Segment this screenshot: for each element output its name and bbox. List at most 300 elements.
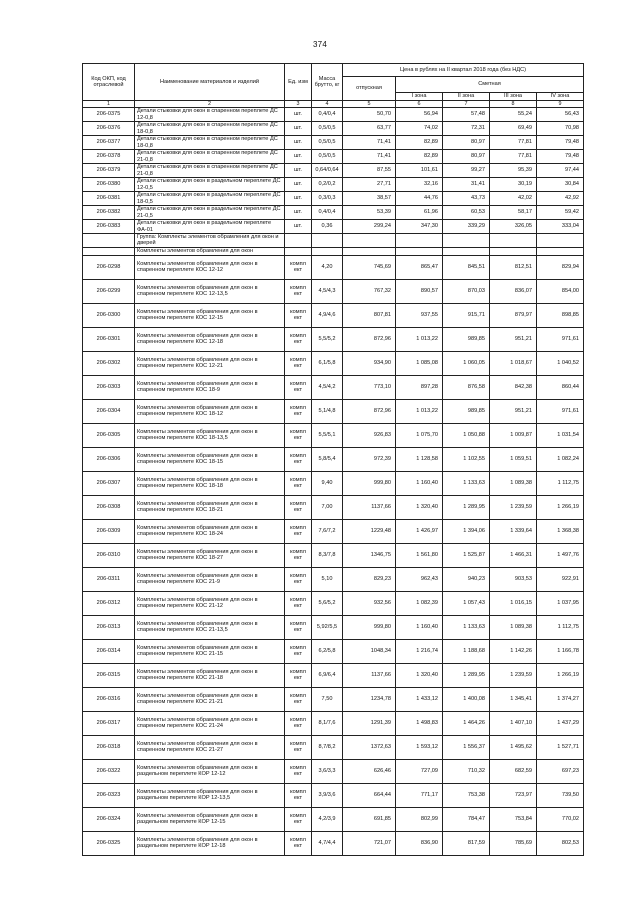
price-zone-3: 1 345,41 [490, 687, 537, 711]
table-row [83, 122, 584, 136]
unit-cell: компл ект [285, 303, 312, 327]
price-zone-2: 1 464,26 [443, 711, 490, 735]
price-otpusknaya: 71,41 [343, 136, 396, 150]
price-zone-1: 1 085,08 [396, 351, 443, 375]
product-code: 206-0380 [83, 178, 135, 192]
price-zone-1: 1 160,40 [396, 615, 443, 639]
table-row [83, 519, 584, 543]
product-name: Комплекты элементов обрамления для окон в спаренном переплете КОС 21-27 [135, 735, 285, 759]
price-zone-3: 77,81 [490, 136, 537, 150]
price-zone-4: 333,04 [537, 220, 584, 234]
price-zone-4: 1 082,24 [537, 447, 584, 471]
unit-cell: компл ект [285, 519, 312, 543]
mass-cell: 0,5/0,5 [312, 122, 343, 136]
price-zone-1: 727,09 [396, 759, 443, 783]
price-zone-1: 1 013,22 [396, 399, 443, 423]
price-zone-4: 860,44 [537, 375, 584, 399]
price-zone-3: 1 089,38 [490, 471, 537, 495]
group-title: Группа: Комплекты элементов обрамления для окон и дверей [135, 234, 285, 248]
unit-cell: компл ект [285, 807, 312, 831]
price-zone-4: 59,42 [537, 206, 584, 220]
price-zone-1: 1 561,80 [396, 543, 443, 567]
price-zone-4: 79,48 [537, 150, 584, 164]
header-code: Код ОКП, код отраслевой [83, 64, 135, 101]
price-otpusknaya: 38,57 [343, 192, 396, 206]
mass-cell: 3,9/3,6 [312, 783, 343, 807]
table-row [83, 375, 584, 399]
price-zone-2: 989,85 [443, 399, 490, 423]
subgroup-row [83, 247, 584, 255]
unit-cell: компл ект [285, 615, 312, 639]
column-number: 9 [537, 101, 584, 108]
price-zone-1: 802,99 [396, 807, 443, 831]
price-otpusknaya: 1346,75 [343, 543, 396, 567]
price-zone-3: 42,02 [490, 192, 537, 206]
price-otpusknaya: 773,10 [343, 375, 396, 399]
product-name: Комплекты элементов обрамления для окон в спаренном переплете КОС 18-21 [135, 495, 285, 519]
table-row [83, 735, 584, 759]
price-zone-2: 817,59 [443, 831, 490, 855]
price-zone-1: 74,02 [396, 122, 443, 136]
table-row [83, 423, 584, 447]
product-code: 206-0310 [83, 543, 135, 567]
price-zone-1: 44,76 [396, 192, 443, 206]
product-name: Комплекты элементов обрамления для окон в спаренном переплете КОС 18-9 [135, 375, 285, 399]
price-zone-4: 1 527,71 [537, 735, 584, 759]
price-otpusknaya: 1137,66 [343, 495, 396, 519]
subgroup-title: Комплекты элементов обрамления для окон [135, 247, 285, 255]
product-name: Комплекты элементов обрамления для окон в спаренном переплете КОС 21-24 [135, 711, 285, 735]
price-zone-3: 951,21 [490, 327, 537, 351]
product-code: 206-0299 [83, 279, 135, 303]
product-name: Комплекты элементов обрамления для окон в спаренном переплете КОС 18-15 [135, 447, 285, 471]
unit-cell: шт. [285, 108, 312, 122]
unit-cell: шт. [285, 164, 312, 178]
mass-cell: 3,6/3,3 [312, 759, 343, 783]
price-zone-3: 951,21 [490, 399, 537, 423]
price-zone-3: 1 018,67 [490, 351, 537, 375]
price-zone-1: 82,89 [396, 150, 443, 164]
product-name: Комплекты элементов обрамления для окон в спаренном переплете КОС 18-12 [135, 399, 285, 423]
price-zone-1: 1 216,74 [396, 639, 443, 663]
price-zone-1: 865,47 [396, 255, 443, 279]
unit-cell: компл ект [285, 711, 312, 735]
price-zone-2: 1 525,87 [443, 543, 490, 567]
price-zone-1: 56,94 [396, 108, 443, 122]
price-zone-4: 1 374,27 [537, 687, 584, 711]
product-name: Комплекты элементов обрамления для окон в спаренном переплете КОС 21-9 [135, 567, 285, 591]
price-zone-3: 879,97 [490, 303, 537, 327]
product-code: 206-0315 [83, 663, 135, 687]
table-row [83, 807, 584, 831]
price-zone-3: 1 059,51 [490, 447, 537, 471]
product-name: Комплекты элементов обрамления для окон в раздельном переплете КОР 12-13,5 [135, 783, 285, 807]
mass-cell: 0,4/0,4 [312, 206, 343, 220]
mass-cell: 4,9/4,6 [312, 303, 343, 327]
product-name: Комплекты элементов обрамления для окон в спаренном переплете КОС 18-27 [135, 543, 285, 567]
price-zone-2: 940,23 [443, 567, 490, 591]
price-zone-1: 61,96 [396, 206, 443, 220]
product-code: 206-0306 [83, 447, 135, 471]
price-zone-2: 31,41 [443, 178, 490, 192]
price-zone-1: 771,17 [396, 783, 443, 807]
unit-cell: компл ект [285, 375, 312, 399]
price-zone-3: 903,53 [490, 567, 537, 591]
price-zone-3: 753,84 [490, 807, 537, 831]
price-zone-2: 339,29 [443, 220, 490, 234]
price-zone-1: 1 498,83 [396, 711, 443, 735]
price-zone-1: 962,43 [396, 567, 443, 591]
unit-cell: компл ект [285, 663, 312, 687]
column-number: 5 [343, 101, 396, 108]
unit-cell: шт. [285, 150, 312, 164]
mass-cell: 7,50 [312, 687, 343, 711]
header-name: Наименование материалов и изделий [135, 64, 285, 101]
price-otpusknaya: 829,23 [343, 567, 396, 591]
column-number: 3 [285, 101, 312, 108]
table-row [83, 615, 584, 639]
price-zone-4: 30,84 [537, 178, 584, 192]
table-row [83, 759, 584, 783]
unit-cell: компл ект [285, 327, 312, 351]
product-name: Комплекты элементов обрамления для окон в спаренном переплете КОС 21-12 [135, 591, 285, 615]
table-row [83, 150, 584, 164]
price-zone-1: 101,61 [396, 164, 443, 178]
price-zone-2: 710,32 [443, 759, 490, 783]
product-name: Комплекты элементов обрамления для окон в раздельном переплете КОР 12-15 [135, 807, 285, 831]
product-code: 206-0311 [83, 567, 135, 591]
table-row [83, 591, 584, 615]
mass-cell: 5,8/5,4 [312, 447, 343, 471]
price-zone-3: 1 089,38 [490, 615, 537, 639]
unit-cell: компл ект [285, 783, 312, 807]
product-name: Детали стыковки для окон в спаренном переплете ДС 21-0,8 [135, 164, 285, 178]
product-code: 206-0382 [83, 206, 135, 220]
mass-cell: 4,7/4,4 [312, 831, 343, 855]
table-row [83, 327, 584, 351]
product-code: 206-0325 [83, 831, 135, 855]
table-row [83, 164, 584, 178]
mass-cell: 4,5/4,2 [312, 375, 343, 399]
price-zone-4: 1 112,75 [537, 471, 584, 495]
table-row [83, 663, 584, 687]
price-zone-3: 1 016,15 [490, 591, 537, 615]
price-zone-1: 897,28 [396, 375, 443, 399]
price-zone-3: 30,19 [490, 178, 537, 192]
page-number: 374 [313, 40, 327, 49]
price-zone-4: 1 040,52 [537, 351, 584, 375]
mass-cell: 0,3/0,3 [312, 192, 343, 206]
price-zone-4: 70,98 [537, 122, 584, 136]
price-otpusknaya: 1229,48 [343, 519, 396, 543]
price-zone-1: 1 128,58 [396, 447, 443, 471]
table-row [83, 136, 584, 150]
price-zone-4: 971,61 [537, 399, 584, 423]
price-zone-2: 876,58 [443, 375, 490, 399]
product-name: Комплекты элементов обрамления для окон в спаренном переплете КОС 12-21 [135, 351, 285, 375]
header-zone-2: II зона [443, 93, 490, 101]
unit-cell: компл ект [285, 351, 312, 375]
product-name: Комплекты элементов обрамления для окон в спаренном переплете КОС 18-24 [135, 519, 285, 543]
product-code: 206-0298 [83, 255, 135, 279]
price-zone-4: 697,23 [537, 759, 584, 783]
price-zone-2: 1 400,08 [443, 687, 490, 711]
product-name: Комплекты элементов обрамления для окон в раздельном переплете КОР 12-12 [135, 759, 285, 783]
product-code: 206-0376 [83, 122, 135, 136]
price-zone-2: 57,48 [443, 108, 490, 122]
price-zone-3: 58,17 [490, 206, 537, 220]
unit-cell: компл ект [285, 567, 312, 591]
product-code: 206-0381 [83, 192, 135, 206]
table-row [83, 783, 584, 807]
price-zone-2: 72,31 [443, 122, 490, 136]
header-otpusknye: отпускная [343, 77, 396, 101]
price-zone-4: 1 112,75 [537, 615, 584, 639]
product-name: Комплекты элементов обрамления для окон в спаренном переплете КОС 21-18 [135, 663, 285, 687]
price-zone-2: 1 289,95 [443, 663, 490, 687]
mass-cell: 0,4/0,4 [312, 108, 343, 122]
unit-cell: компл ект [285, 423, 312, 447]
product-name: Комплекты элементов обрамления для окон в спаренном переплете КОС 12-18 [135, 327, 285, 351]
price-zone-3: 1 466,31 [490, 543, 537, 567]
column-number: 7 [443, 101, 490, 108]
mass-cell: 8,1/7,6 [312, 711, 343, 735]
price-zone-4: 1 031,54 [537, 423, 584, 447]
price-otpusknaya: 87,55 [343, 164, 396, 178]
price-zone-2: 1 057,43 [443, 591, 490, 615]
mass-cell: 6,9/6,4 [312, 663, 343, 687]
column-number: 4 [312, 101, 343, 108]
price-zone-4: 1 437,29 [537, 711, 584, 735]
product-code: 206-0322 [83, 759, 135, 783]
price-zone-4: 42,92 [537, 192, 584, 206]
mass-cell: 5,10 [312, 567, 343, 591]
price-zone-4: 97,44 [537, 164, 584, 178]
price-zone-4: 922,91 [537, 567, 584, 591]
price-zone-1: 82,89 [396, 136, 443, 150]
column-number: 8 [490, 101, 537, 108]
price-zone-1: 836,90 [396, 831, 443, 855]
price-otpusknaya: 691,85 [343, 807, 396, 831]
table-row [83, 206, 584, 220]
product-name: Комплекты элементов обрамления для окон в спаренном переплете КОС 12-15 [135, 303, 285, 327]
unit-cell: шт. [285, 206, 312, 220]
price-otpusknaya: 999,80 [343, 615, 396, 639]
price-otpusknaya: 664,44 [343, 783, 396, 807]
mass-cell: 0,2/0,2 [312, 178, 343, 192]
price-zone-3: 723,97 [490, 783, 537, 807]
product-name: Комплекты элементов обрамления для окон в спаренном переплете КОС 21-13,5 [135, 615, 285, 639]
price-zone-2: 753,38 [443, 783, 490, 807]
price-otpusknaya: 932,56 [343, 591, 396, 615]
product-code: 206-0323 [83, 783, 135, 807]
mass-cell: 6,1/5,8 [312, 351, 343, 375]
price-zone-3: 812,51 [490, 255, 537, 279]
price-otpusknaya: 50,70 [343, 108, 396, 122]
mass-cell: 4,20 [312, 255, 343, 279]
header-unit: Ед. изм [285, 64, 312, 101]
column-number: 2 [135, 101, 285, 108]
table-row [83, 687, 584, 711]
price-zone-4: 1 266,19 [537, 495, 584, 519]
price-otpusknaya: 972,39 [343, 447, 396, 471]
table-row [83, 279, 584, 303]
product-name: Детали стыковки для окон в спаренном переплете ДС 18-0,8 [135, 122, 285, 136]
price-zone-3: 842,38 [490, 375, 537, 399]
price-otpusknaya: 934,90 [343, 351, 396, 375]
price-zone-4: 1 266,19 [537, 663, 584, 687]
price-zone-3: 326,05 [490, 220, 537, 234]
price-zone-4: 1 037,95 [537, 591, 584, 615]
unit-cell: компл ект [285, 543, 312, 567]
mass-cell: 0,5/0,5 [312, 150, 343, 164]
unit-cell: компл ект [285, 255, 312, 279]
price-zone-2: 1 133,63 [443, 615, 490, 639]
table-row [83, 255, 584, 279]
header-zone-1: I зона [396, 93, 443, 101]
price-zone-3: 1 239,59 [490, 663, 537, 687]
mass-cell: 8,7/8,2 [312, 735, 343, 759]
price-zone-4: 56,43 [537, 108, 584, 122]
mass-cell: 4,5/4,3 [312, 279, 343, 303]
mass-cell: 5,92/5,5 [312, 615, 343, 639]
product-code: 206-0377 [83, 136, 135, 150]
header-zone-4: IV зона [537, 93, 584, 101]
unit-cell: компл ект [285, 639, 312, 663]
price-zone-3: 95,39 [490, 164, 537, 178]
mass-cell: 5,5/5,1 [312, 423, 343, 447]
unit-cell: шт. [285, 220, 312, 234]
table-row [83, 220, 584, 234]
price-zone-1: 1 160,40 [396, 471, 443, 495]
product-name: Комплекты элементов обрамления для окон в спаренном переплете КОС 12-13,5 [135, 279, 285, 303]
mass-cell: 0,5/0,5 [312, 136, 343, 150]
price-zone-3: 1 009,87 [490, 423, 537, 447]
table-row [83, 192, 584, 206]
product-name: Комплекты элементов обрамления для окон в спаренном переплете КОС 18-13,5 [135, 423, 285, 447]
price-zone-4: 1 368,38 [537, 519, 584, 543]
product-name: Комплекты элементов обрамления для окон в спаренном переплете КОС 21-21 [135, 687, 285, 711]
product-code: 206-0305 [83, 423, 135, 447]
product-name: Детали стыковки для окон в спаренном переплете ДС 12-0,8 [135, 108, 285, 122]
table-row [83, 351, 584, 375]
price-zone-3: 682,59 [490, 759, 537, 783]
mass-cell: 0,64/0,64 [312, 164, 343, 178]
product-name: Комплекты элементов обрамления для окон в раздельном переплете КОР 12-18 [135, 831, 285, 855]
price-otpusknaya: 27,71 [343, 178, 396, 192]
price-otpusknaya: 53,39 [343, 206, 396, 220]
price-table [82, 63, 584, 856]
price-zone-2: 99,27 [443, 164, 490, 178]
price-otpusknaya: 1234,78 [343, 687, 396, 711]
product-code: 206-0314 [83, 639, 135, 663]
price-zone-4: 79,48 [537, 136, 584, 150]
price-zone-1: 32,16 [396, 178, 443, 192]
product-code: 206-0378 [83, 150, 135, 164]
product-code: 206-0301 [83, 327, 135, 351]
product-code: 206-0316 [83, 687, 135, 711]
price-otpusknaya: 872,96 [343, 327, 396, 351]
unit-cell: компл ект [285, 279, 312, 303]
price-zone-4: 898,85 [537, 303, 584, 327]
price-zone-3: 1 239,59 [490, 495, 537, 519]
product-code: 206-0302 [83, 351, 135, 375]
unit-cell: шт. [285, 136, 312, 150]
price-otpusknaya: 63,77 [343, 122, 396, 136]
mass-cell: 5,6/5,2 [312, 591, 343, 615]
price-zone-1: 1 433,12 [396, 687, 443, 711]
unit-cell: компл ект [285, 735, 312, 759]
header-row-1 [83, 64, 584, 77]
unit-cell: компл ект [285, 687, 312, 711]
product-code: 206-0318 [83, 735, 135, 759]
price-zone-1: 1 320,40 [396, 495, 443, 519]
product-code: 206-0379 [83, 164, 135, 178]
price-zone-2: 1 556,37 [443, 735, 490, 759]
price-zone-2: 1 060,05 [443, 351, 490, 375]
price-zone-2: 1 188,68 [443, 639, 490, 663]
unit-cell: шт. [285, 192, 312, 206]
price-otpusknaya: 767,32 [343, 279, 396, 303]
product-name: Детали стыковки для окон в раздельном переплете ДС 12-0,5 [135, 178, 285, 192]
price-zone-4: 971,61 [537, 327, 584, 351]
price-zone-3: 1 142,26 [490, 639, 537, 663]
unit-cell: компл ект [285, 447, 312, 471]
product-code: 206-0375 [83, 108, 135, 122]
product-name: Детали стыковки для окон в раздельном переплете ДС 21-0,5 [135, 206, 285, 220]
unit-cell: шт. [285, 122, 312, 136]
price-zone-2: 870,03 [443, 279, 490, 303]
price-zone-4: 1 497,76 [537, 543, 584, 567]
price-zone-4: 829,94 [537, 255, 584, 279]
price-otpusknaya: 745,69 [343, 255, 396, 279]
price-zone-2: 1 133,63 [443, 471, 490, 495]
price-zone-2: 43,73 [443, 192, 490, 206]
product-code: 206-0324 [83, 807, 135, 831]
product-name: Комплекты элементов обрамления для окон в спаренном переплете КОС 18-18 [135, 471, 285, 495]
price-zone-3: 785,69 [490, 831, 537, 855]
price-zone-1: 347,30 [396, 220, 443, 234]
table-row [83, 543, 584, 567]
table-row [83, 495, 584, 519]
price-otpusknaya: 1137,66 [343, 663, 396, 687]
unit-cell: компл ект [285, 495, 312, 519]
price-zone-3: 77,81 [490, 150, 537, 164]
product-code: 206-0308 [83, 495, 135, 519]
price-otpusknaya: 926,83 [343, 423, 396, 447]
price-zone-1: 1 013,22 [396, 327, 443, 351]
mass-cell: 4,2/3,9 [312, 807, 343, 831]
price-zone-2: 784,47 [443, 807, 490, 831]
price-zone-4: 770,02 [537, 807, 584, 831]
mass-cell: 5,1/4,8 [312, 399, 343, 423]
table-row [83, 178, 584, 192]
product-code: 206-0313 [83, 615, 135, 639]
unit-cell: компл ект [285, 591, 312, 615]
price-zone-3: 1 407,10 [490, 711, 537, 735]
product-code: 206-0303 [83, 375, 135, 399]
product-code: 206-0300 [83, 303, 135, 327]
price-zone-1: 1 593,12 [396, 735, 443, 759]
table-row [83, 303, 584, 327]
product-name: Комплекты элементов обрамления для окон в спаренном переплете КОС 21-15 [135, 639, 285, 663]
price-zone-2: 989,85 [443, 327, 490, 351]
product-name: Детали стыковки для окон в спаренном переплете ДС 21-0,8 [135, 150, 285, 164]
table-row [83, 108, 584, 122]
price-otpusknaya: 1048,34 [343, 639, 396, 663]
price-otpusknaya: 71,41 [343, 150, 396, 164]
product-name: Комплекты элементов обрамления для окон в спаренном переплете КОС 12-12 [135, 255, 285, 279]
